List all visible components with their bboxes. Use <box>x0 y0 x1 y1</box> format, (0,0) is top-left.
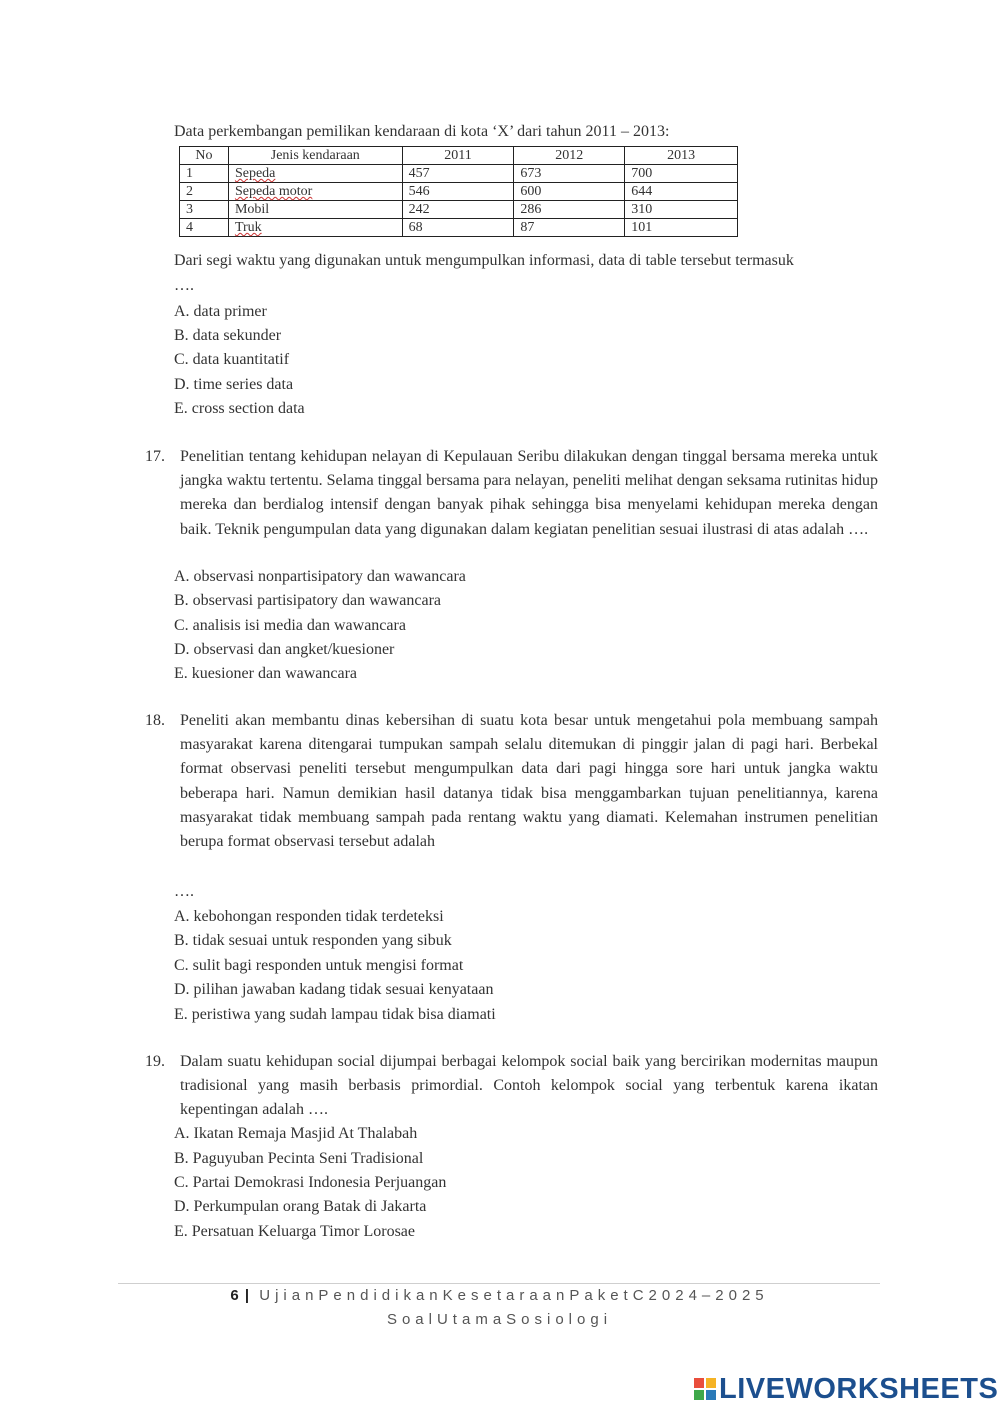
q19-option-b[interactable]: B. Paguyuban Pecinta Seni Tradisional <box>174 1150 424 1167</box>
q18-number: 18. <box>145 712 165 729</box>
cell-2011: 546 <box>402 183 514 201</box>
footer-divider <box>118 1283 880 1284</box>
table-row <box>180 201 738 219</box>
cell-2013: 310 <box>625 201 738 219</box>
cell-2013: 700 <box>625 165 738 183</box>
q18-option-c[interactable]: C. sulit bagi responden untuk mengisi format <box>174 957 464 974</box>
cell-jenis: Sepeda <box>228 165 402 183</box>
cell-no: 4 <box>180 219 229 237</box>
q18-ellipsis: …. <box>174 883 194 900</box>
cell-no: 3 <box>180 201 229 219</box>
q19-option-e[interactable]: E. Persatuan Keluarga Timor Lorosae <box>174 1223 415 1240</box>
cell-2011: 457 <box>402 165 514 183</box>
q17-option-d[interactable]: D. observasi dan angket/kuesioner <box>174 641 395 658</box>
cell-2012: 673 <box>514 165 625 183</box>
q19-option-c[interactable]: C. Partai Demokrasi Indonesia Perjuangan <box>174 1174 447 1191</box>
cell-2012: 600 <box>514 183 625 201</box>
q16-option-b[interactable]: B. data sekunder <box>174 327 282 344</box>
liveworksheets-icon <box>694 1378 716 1400</box>
table-caption: Data perkembangan pemilikan kendaraan di kota ‘X’ dari tahun 2011 – 2013: <box>174 123 670 140</box>
footer-subtitle: SoalUtamaSosiologi <box>386 1311 613 1328</box>
table-row <box>180 183 738 201</box>
footer-title: UjianPendidikanKesetaraanPaketC2024–2025 <box>259 1287 769 1304</box>
q16-option-d[interactable]: D. time series data <box>174 376 294 393</box>
cell-jenis: Truk <box>228 219 402 237</box>
cell-2011: 242 <box>402 201 514 219</box>
cell-jenis: Sepeda motor <box>228 183 402 201</box>
liveworksheets-wordmark: LIVEWORKSHEETS <box>719 1372 999 1405</box>
q16-ellipsis: …. <box>174 277 194 294</box>
header-jenis: Jenis kendaraan <box>228 147 402 165</box>
q18-stem: Peneliti akan membantu dinas kebersihan di suatu kota besar untuk mengetahui pola membuang sampah masyarakat karena ditengarai tumpukan sampah selalu ditemukan di pinggir jalan di pagi hari. Berbekal format observasi peneliti tersebut mengumpulkan data dari pagi hingga sore hari untuk jangka waktu beberapa hari. Namun demikian hasil datanya tidak bisa menggambarkan tujuan penelitiannya, karena masyarakat tidak membuang sampah pada rentang waktu yang diamati. Kelemahan instrumen penelitian berupa format observasi tersebut adalah <box>180 712 878 851</box>
cell-jenis: Mobil <box>228 201 402 219</box>
q17-number: 17. <box>145 448 165 465</box>
table-header-row <box>180 147 738 165</box>
q18-option-b[interactable]: B. tidak sesuai untuk responden yang sibuk <box>174 932 452 949</box>
cell-2013: 644 <box>625 183 738 201</box>
q16-stem: Dari segi waktu yang digunakan untuk mengumpulkan informasi, data di table tersebut termasuk <box>174 252 794 269</box>
q19-stem: Dalam suatu kehidupan social dijumpai berbagai kelompok social baik yang bercirikan modernitas maupun tradisional yang masih berbasis primordial. Contoh kelompok social yang terbentuk karena ikatan kepentingan adalah …. <box>180 1053 878 1119</box>
header-2011: 2011 <box>402 147 514 165</box>
header-2013: 2013 <box>625 147 738 165</box>
page-number: 6 | <box>230 1287 251 1304</box>
q18-option-a[interactable]: A. kebohongan responden tidak terdeteksi <box>174 908 444 925</box>
header-2012: 2012 <box>514 147 625 165</box>
footer-line-1 <box>0 1287 999 1304</box>
q18-option-e[interactable]: E. peristiwa yang sudah lampau tidak bisa diamati <box>174 1006 496 1023</box>
q19-option-d[interactable]: D. Perkumpulan orang Batak di Jakarta <box>174 1198 427 1215</box>
table-row <box>180 165 738 183</box>
q16-option-e[interactable]: E. cross section data <box>174 400 305 417</box>
cell-2013: 101 <box>625 219 738 237</box>
q19-number: 19. <box>145 1053 165 1070</box>
q16-option-c[interactable]: C. data kuantitatif <box>174 351 290 368</box>
vehicle-table <box>179 146 738 237</box>
table-row <box>180 219 738 237</box>
q17-option-e[interactable]: E. kuesioner dan wawancara <box>174 665 358 682</box>
q17-option-b[interactable]: B. observasi partisipatory dan wawancara <box>174 592 442 609</box>
header-no: No <box>180 147 229 165</box>
q18-option-d[interactable]: D. pilihan jawaban kadang tidak sesuai kenyataan <box>174 981 494 998</box>
cell-2012: 87 <box>514 219 625 237</box>
cell-no: 2 <box>180 183 229 201</box>
q16-option-a[interactable]: A. data primer <box>174 303 267 320</box>
cell-2011: 68 <box>402 219 514 237</box>
cell-no: 1 <box>180 165 229 183</box>
q19-option-a[interactable]: A. Ikatan Remaja Masjid At Thalabah <box>174 1125 418 1142</box>
q17-option-a[interactable]: A. observasi nonpartisipatory dan wawancara <box>174 568 466 585</box>
liveworksheets-logo <box>694 1374 998 1404</box>
cell-2012: 286 <box>514 201 625 219</box>
q17-option-c[interactable]: C. analisis isi media dan wawancara <box>174 617 406 634</box>
q17-stem: Penelitian tentang kehidupan nelayan di Kepulauan Seribu dilakukan dengan tinggal bersama mereka untuk jangka waktu tertentu. Selama tinggal bersama para nelayan, peneliti melihat dengan seksama rutinitas hidup mereka dan berdialog intensif dengan banyak pihak sehingga bisa menyelami kehidupan mereka dengan baik. Teknik pengumpulan data yang digunakan dalam kegiatan penelitian sesuai ilustrasi di atas adalah …. <box>180 448 878 538</box>
